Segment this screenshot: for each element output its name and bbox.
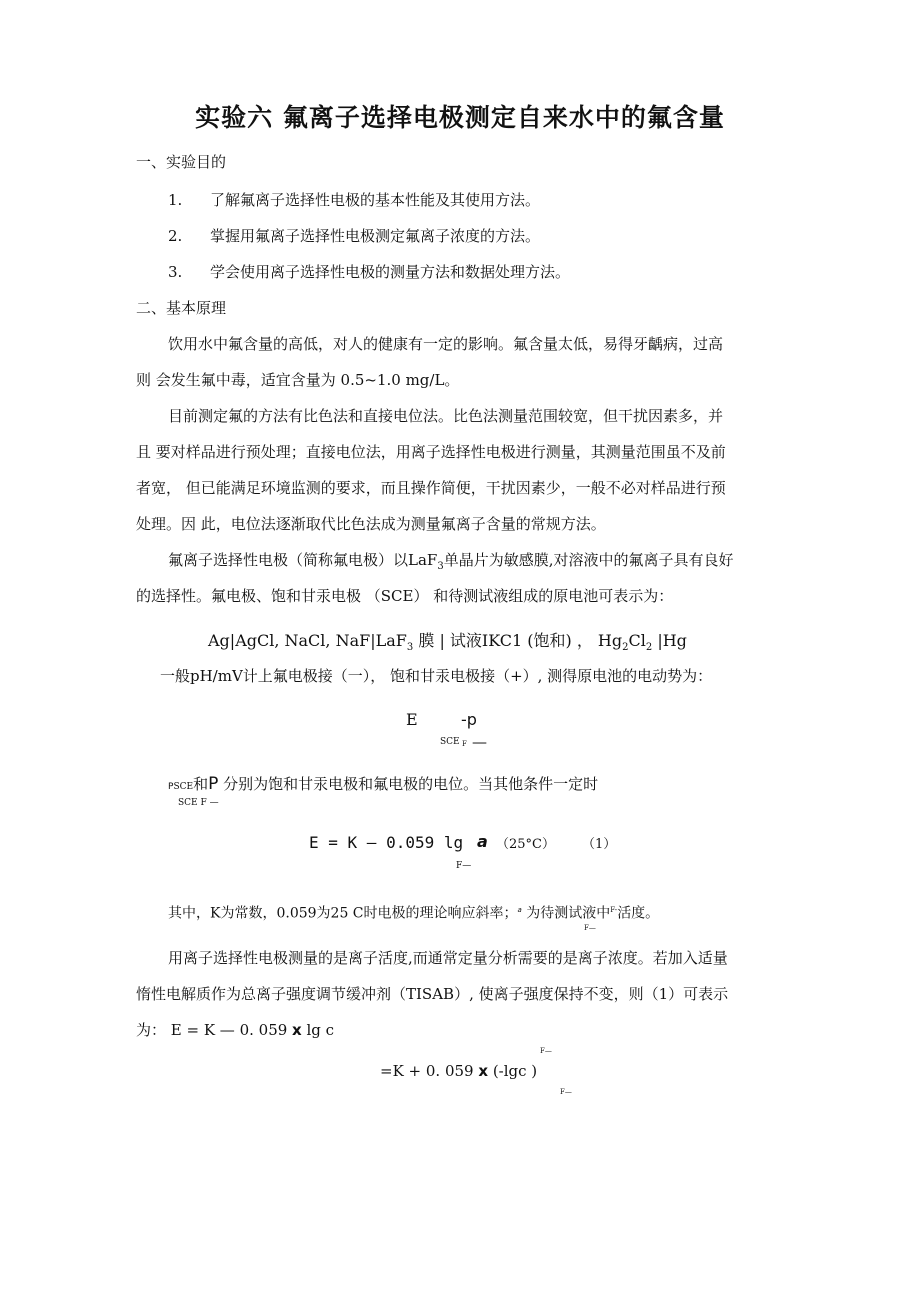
paragraph-line: 处理。因 此，电位法逐渐取代比色法成为测量氟离子含量的常规方法。 — [136, 515, 606, 533]
paragraph-line: 其中，K为常数，0.059为25 C时电极的理论响应斜率；$^a$ 为待测试液中$^{F-}$活度。 — [168, 905, 660, 922]
subscript-f: F— — [456, 861, 472, 871]
equation-2: =K + 0. 059 x (-lgc ) — [380, 1062, 538, 1080]
objective-text: 了解氟离子选择性电极的基本性能及其使用方法。 — [210, 191, 541, 209]
objective-number: 2. — [168, 227, 183, 245]
subscript-f: F— — [584, 924, 596, 932]
equation-temperature: （25°C） — [496, 837, 555, 852]
paragraph-line: 者宽， 但已能满足环境监测的要求，而且操作简便，干扰因素少，一般不必对样品进行预 — [136, 479, 726, 497]
paragraph-line: 的选择性。氟电极、饱和甘汞电极 （SCE） 和待测试液组成的原电池可表示为： — [136, 587, 674, 605]
paragraph-line: 且 要对样品进行预处理；直接电位法，用离子选择性电极进行测量，其测量范围虽不及前 — [136, 443, 726, 461]
subscript-line: SCE F — — [178, 798, 219, 808]
subscript-f: F— — [560, 1088, 572, 1096]
paragraph-line: 为： E = K — 0. 059 x lg c — [136, 1021, 335, 1039]
section-heading-objectives: 一、实验目的 — [136, 153, 227, 171]
paragraph-line: 则 会发生氟中毒，适宜含量为 0.5~1.0 mg/L。 — [136, 371, 460, 389]
equation-minus-p: -p — [461, 710, 477, 729]
objective-number: 3. — [168, 263, 183, 281]
paragraph-line: 饮用水中氟含量的高低，对人的健康有一定的影响。氟含量太低，易得牙齲病，过高 — [168, 335, 724, 353]
section-heading-principle: 二、基本原理 — [136, 299, 227, 317]
objective-text: 掌握用氟离子选择性电极测定氟离子浓度的方法。 — [210, 227, 541, 245]
subscript-f: F— — [540, 1047, 552, 1055]
paragraph-line: PSCE和P 分别为饱和甘汞电极和氟电极的电位。当其他条件一定时 — [168, 774, 599, 794]
subscript-f: F — [462, 740, 467, 748]
paragraph-line: 目前测定氟的方法有比色法和直接电位法。比色法测量范围较宽，但干扰因素多，并 — [168, 407, 724, 425]
equation-e: E — [406, 710, 418, 729]
equation-1: E = K — 0.059 lg — [309, 833, 464, 852]
objective-number: 1. — [168, 191, 183, 209]
equation-number: （1） — [582, 837, 617, 852]
paragraph-line: 氟离子选择性电极（简称氟电极）以LaF$_3$单晶片为敏感膜,对溶液中的氟离子具有良好 — [168, 551, 734, 572]
objective-text: 学会使用离子选择性电极的测量方法和数据处理方法。 — [210, 263, 571, 281]
page-title: 实验六 氟离子选择电极测定自来水中的氟含量 — [195, 103, 725, 132]
cell-notation: Ag|AgCl, NaCl, NaF|LaF$_3$ 膜 | 试液IKC1 (饱和) ， $Hg_2Cl_2$ |Hg — [208, 631, 687, 654]
activity-symbol: a — [477, 832, 488, 851]
paragraph-line: 惰性电解质作为总离子强度调节缓冲剂（TISAB）, 使离子强度保持不变，则（1）可表示 — [136, 985, 729, 1003]
paragraph-line: 一般pH/mV计上氟电极接（一）， 饱和甘汞电极接（+）, 测得原电池的电动势为： — [160, 667, 713, 685]
paragraph-line: 用离子选择性电极测量的是离子活度,而通常定量分析需要的是离子浓度。若加入适量 — [168, 949, 728, 967]
subscript-sce: SCE — [440, 737, 460, 747]
equation-dash: — — [472, 733, 487, 751]
